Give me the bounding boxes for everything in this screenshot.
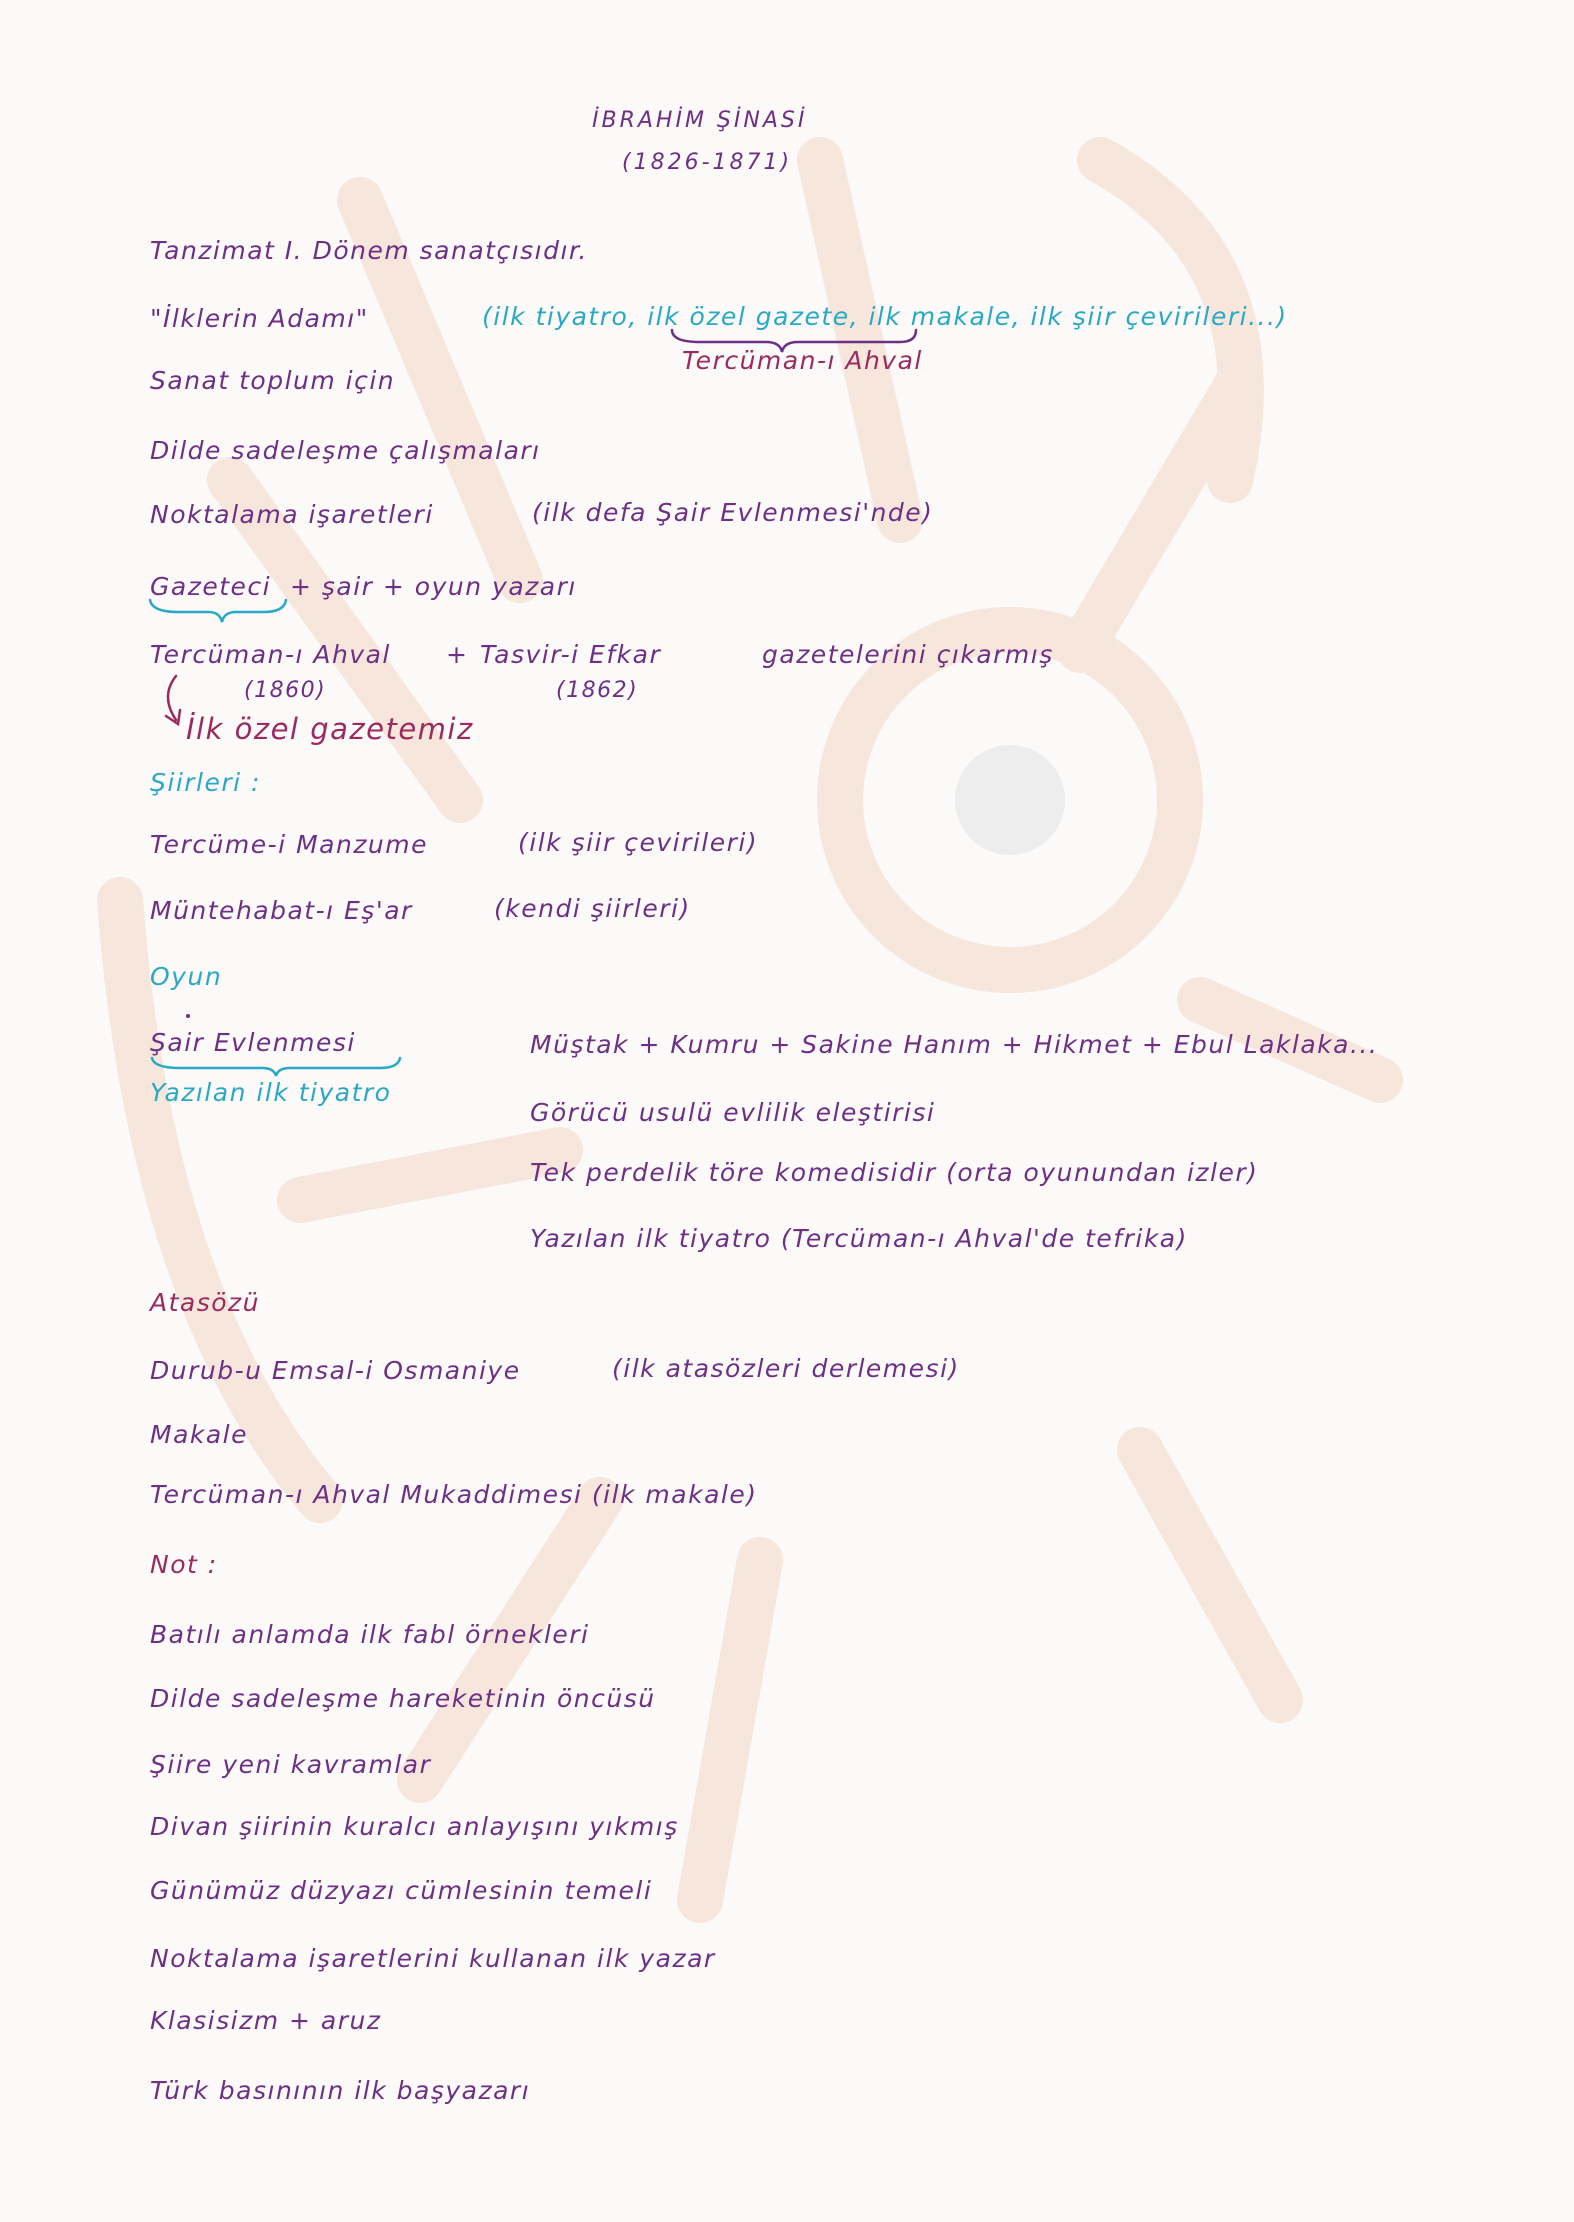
line-noktalama-detail: (ilk defa Şair Evlenmesi'nde): [532, 498, 934, 527]
line-gazetelerini: gazetelerini çıkarmış: [762, 640, 1054, 669]
note-noktalama-ilk: Noktalama işaretlerini kullanan ilk yazar: [150, 1944, 716, 1973]
note-basyazar: Türk basınının ilk başyazarı: [150, 2076, 531, 2105]
years: (1826-1871): [622, 150, 793, 175]
note-divan-siiri: Divan şiirinin kuralcı anlayışını yıkmış: [150, 1812, 679, 1841]
line-tasvir-efkar: Tasvir-i Efkar: [480, 640, 662, 669]
note-sadelesme-oncusu: Dilde sadeleşme hareketinin öncüsü: [150, 1684, 656, 1713]
note-duzyazi: Günümüz düzyazı cümlesinin temeli: [150, 1876, 653, 1905]
note-fabl: Batılı anlamda ilk fabl örnekleri: [150, 1620, 590, 1649]
plus-sign: +: [446, 640, 469, 669]
line-gazeteci: Gazeteci: [150, 572, 272, 601]
year-1860: (1860): [244, 678, 327, 703]
note-klasisizm: Klasisizm + aruz: [150, 2006, 382, 2035]
page-title: İBRAHİM ŞİNASİ: [592, 108, 808, 133]
line-characters: Müştak + Kumru + Sakine Hanım + Hikmet + Ebul Laklaka...: [530, 1030, 1379, 1059]
line-sanat-toplum: Sanat toplum için: [150, 366, 396, 395]
line-gorucu-usulu: Görücü usulü evlilik eleştirisi: [530, 1098, 936, 1127]
line-sair-oyun-yazari: + şair + oyun yazarı: [290, 572, 577, 601]
line-donem: Tanzimat I. Dönem sanatçısıdır.: [150, 236, 588, 265]
line-muntehabat-detail: (kendi şiirleri): [494, 894, 691, 923]
heading-not: Not :: [150, 1550, 218, 1579]
line-sair-evlenmesi: Şair Evlenmesi: [150, 1028, 356, 1057]
heading-siirleri: Şiirleri :: [150, 768, 261, 797]
line-muntehabat: Müntehabat-ı Eş'ar: [150, 896, 413, 925]
note-tercuman-ahval: Tercüman-ı Ahval: [682, 346, 923, 375]
heading-atasozu: Atasözü: [150, 1288, 261, 1317]
heading-makale: Makale: [150, 1420, 249, 1449]
line-ilklerin-adami: "İlklerin Adamı": [150, 304, 369, 333]
line-ilklerin-detail: (ilk tiyatro, ilk özel gazete, ilk makale, ilk şiir çevirileri...): [482, 302, 1288, 331]
heading-oyun: Oyun: [150, 962, 223, 991]
line-mukaddime: Tercüman-ı Ahval Mukaddimesi (ilk makale): [150, 1480, 758, 1509]
year-1862: (1862): [556, 678, 639, 703]
note-yazilan-ilk-tiyatro: Yazılan ilk tiyatro: [150, 1078, 392, 1107]
note-ilk-ozel-gazete: İlk özel gazetemiz: [186, 712, 474, 746]
note-yeni-kavramlar: Şiire yeni kavramlar: [150, 1750, 432, 1779]
line-dilde-sadelesme: Dilde sadeleşme çalışmaları: [150, 436, 541, 465]
line-tercume-detail: (ilk şiir çevirileri): [518, 828, 759, 857]
line-noktalama: Noktalama işaretleri: [150, 500, 434, 529]
line-tercume-manzume: Tercüme-i Manzume: [150, 830, 429, 859]
line-tek-perdelik: Tek perdelik töre komedisidir (orta oyunundan izler): [530, 1158, 1259, 1187]
line-yazilan-tiyatro-tefrika: Yazılan ilk tiyatro (Tercüman-ı Ahval'de tefrika): [530, 1224, 1188, 1253]
line-durub-detail: (ilk atasözleri derlemesi): [612, 1354, 960, 1383]
line-durub-emsal: Durub-u Emsal-i Osmaniye: [150, 1356, 521, 1385]
line-tercuman-ahval: Tercüman-ı Ahval: [150, 640, 391, 669]
